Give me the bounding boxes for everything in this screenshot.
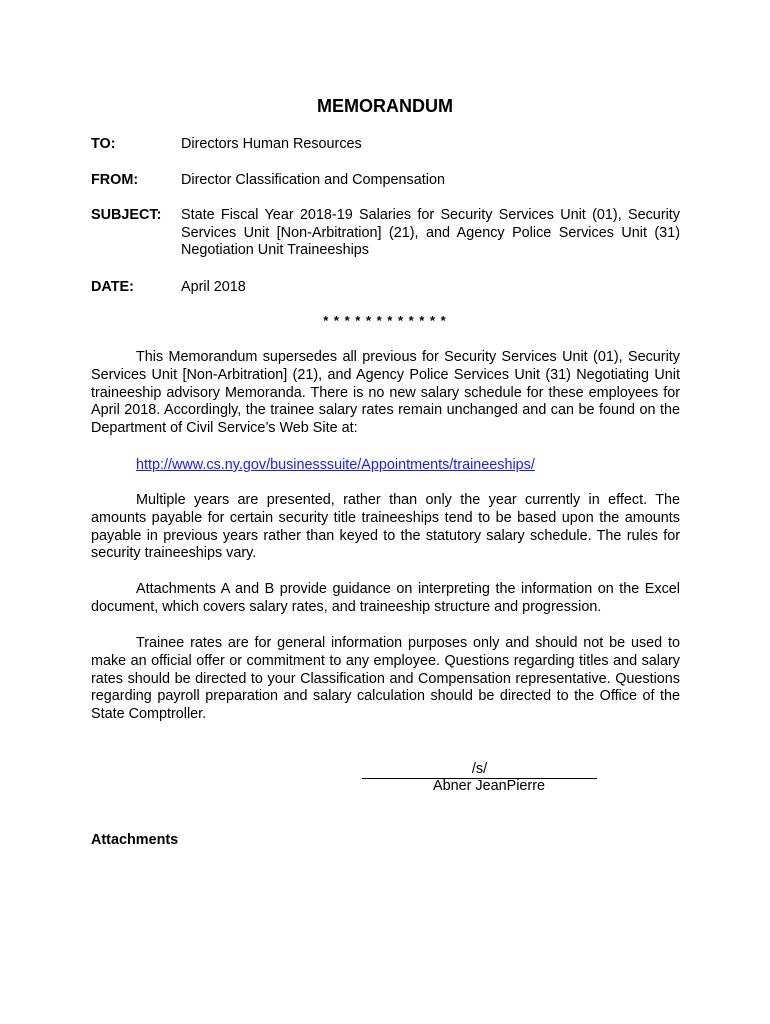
from-label: FROM: — [91, 172, 139, 188]
traineeships-link[interactable]: http://www.cs.ny.gov/businesssuite/Appointments/traineeships/ — [136, 457, 535, 473]
attachments-heading: Attachments — [91, 832, 179, 848]
paragraph-trainee-rates: Trainee rates are for general information purposes only and should not be used to make an official offer or commitment to any employee. Questions regarding titles and salary rates should be directed to your Classification and Compensation representative. Questions regarding payroll preparation and salary calculation should be directed to the Office of the State Comptroller. — [91, 635, 680, 723]
paragraph-supersedes: This Memorandum supersedes all previous for Security Services Unit (01), Security Services Unit [Non-Arbitration] (21), and Agency Police Services Unit (31) Negotiating Unit traineeship advisory Memoranda. There is no new salary schedule for these employees for April 2018. Accordingly, the trainee salary rates remain unchanged and can be found on the Department of Civil Service’s Web Site at: — [91, 349, 680, 437]
from-value: Director Classification and Compensation — [181, 172, 445, 188]
memo-title: MEMORANDUM — [317, 96, 453, 116]
to-value: Directors Human Resources — [181, 136, 362, 152]
signer-name: Abner JeanPierre — [433, 778, 545, 794]
date-label: DATE: — [91, 279, 134, 295]
to-label: TO: — [91, 136, 116, 152]
subject-value: State Fiscal Year 2018-19 Salaries for Security Services Unit (01), Security Services Unit [Non-Arbitration] (21), and Agency Police Services Unit (31) Negotiation Unit Traineeships — [181, 207, 680, 258]
paragraph-multiple-years: Multiple years are presented, rather than only the year currently in effect. The amounts payable for certain security title traineeships tend to be based upon the amounts payable in previous years rather than keyed to the statutory salary schedule. The rules for security traineeships vary. — [91, 492, 680, 562]
paragraph-attachments-guidance: Attachments A and B provide guidance on interpreting the information on the Excel document, which covers salary rates, and traineeship structure and progression. — [91, 581, 680, 615]
signature-mark: /s/ — [471, 761, 488, 777]
date-value: April 2018 — [181, 279, 246, 295]
subject-label: SUBJECT: — [91, 207, 162, 223]
separator-stars: * * * * * * * * * * * * — [323, 313, 447, 328]
